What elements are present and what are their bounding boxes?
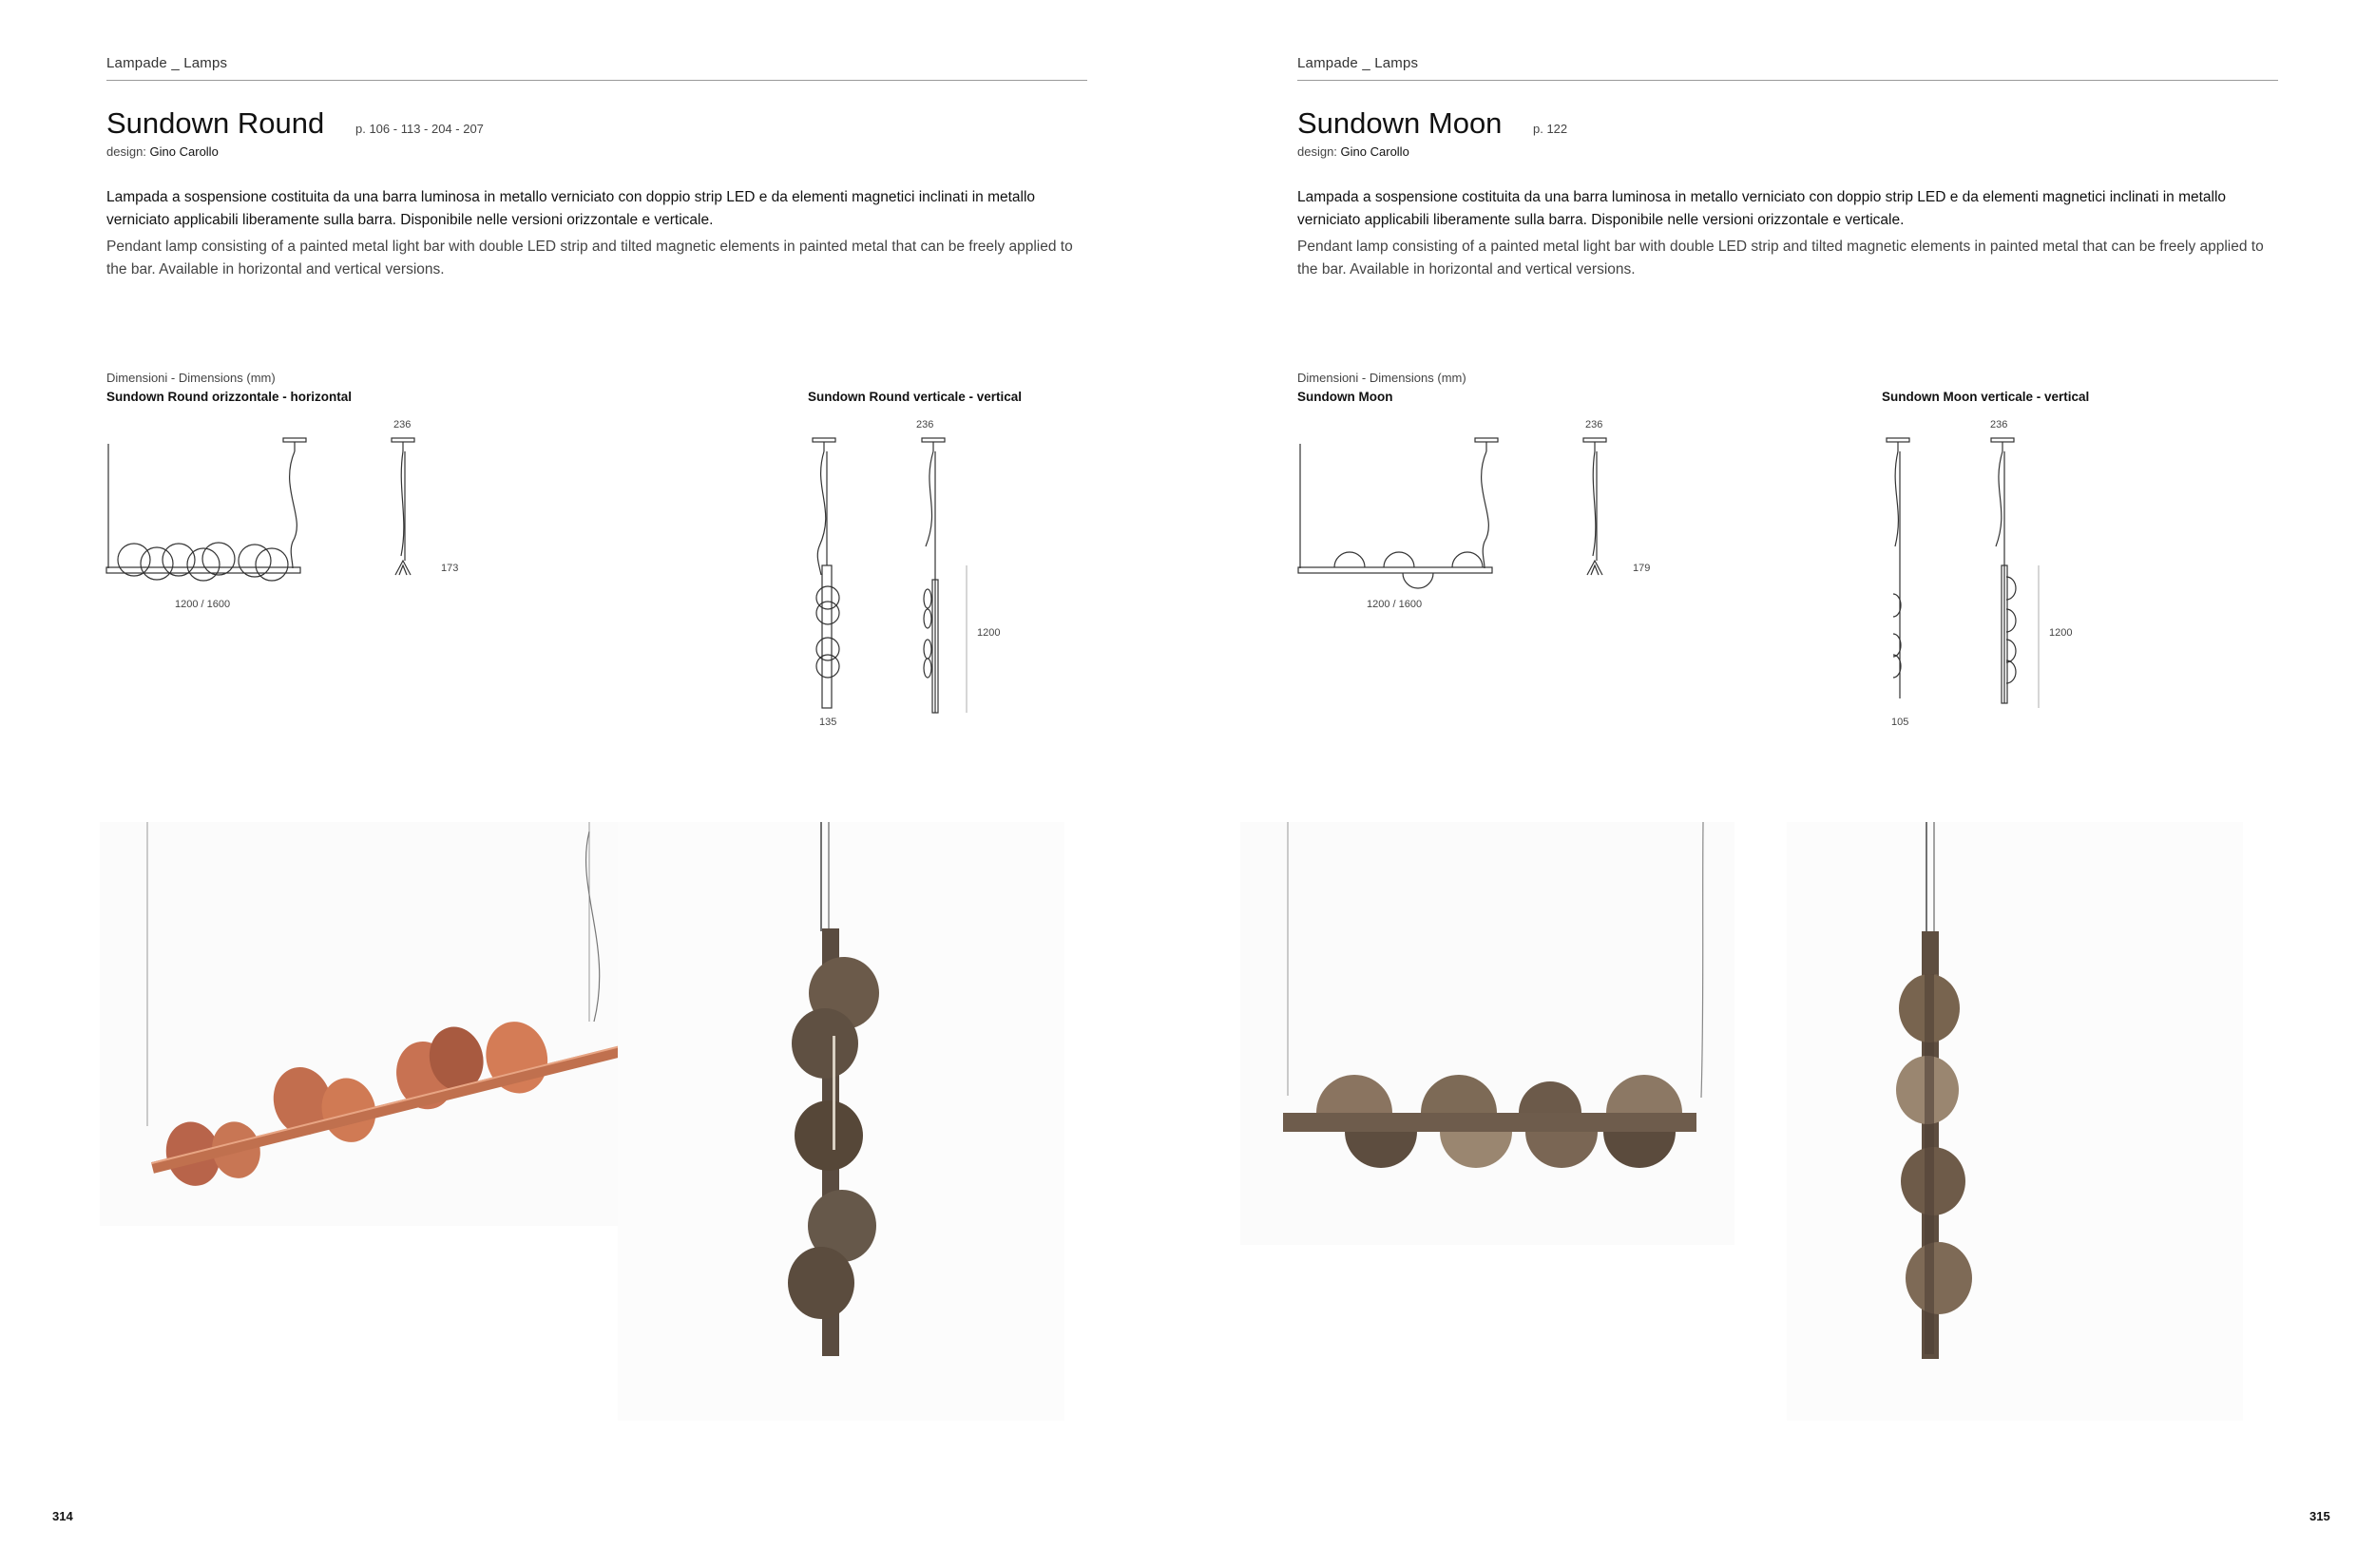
- designer-credit: [106, 144, 219, 159]
- sundown-round-vertical-photo: [618, 822, 1064, 1421]
- dimensions-title-vertical: Sundown Round verticale - vertical: [808, 390, 1023, 404]
- sundown-moon-vertical-photo: [1787, 822, 2243, 1421]
- page-number: 314: [52, 1509, 73, 1523]
- dimensions-title-vertical: Sundown Moon verticale - vertical: [1882, 390, 2090, 404]
- dim-vertical-top: 236: [1990, 419, 2008, 430]
- horizontal-lamp-side-drawing: [1578, 432, 1616, 580]
- section-label: Lampade _ Lamps: [1297, 55, 1419, 71]
- dimensions-label: Dimensioni - Dimensions (mm): [1297, 371, 1466, 385]
- dim-horizontal-width: 1200 / 1600: [175, 599, 231, 610]
- description-english: Pendant lamp consisting of a painted metal light bar with double LED strip and tilted magnetic elements in painted metal that can be freely applied to the bar. Available in horizontal and vertical versions.: [1297, 239, 2264, 277]
- horizontal-lamp-drawing: [1294, 432, 1513, 589]
- dim-horizontal-top: 236: [393, 419, 412, 430]
- sundown-round-horizontal-photo: [100, 822, 627, 1226]
- horizontal-lamp-drawing: [103, 432, 321, 589]
- description-italian: Lampada a sospensione costituita da una barra luminosa in metallo verniciato con doppio strip LED e da elementi magnetici inclinati in metallo verniciato applicabili liberamente sulla barra. Disponibile nelle versioni orizzontale e verticale.: [1297, 189, 2227, 228]
- dim-horizontal-width: 1200 / 1600: [1367, 599, 1423, 610]
- header-rule: [1297, 80, 2278, 81]
- dim-vertical-height: 1200: [2049, 627, 2073, 639]
- dim-horizontal-top: 236: [1585, 419, 1603, 430]
- product-title: Sundown Round: [106, 106, 325, 140]
- description-italian: Lampada a sospensione costituita da una barra luminosa in metallo verniciato con doppio strip LED e da elementi magnetici inclinati in metallo verniciato applicabili liberamente sulla barra. Disponibile nelle versioni orizzontale e verticale.: [106, 189, 1036, 228]
- designer-name: Gino Carollo: [1340, 144, 1409, 159]
- dim-vertical-width: 135: [819, 717, 837, 728]
- page-reference: p. 122: [1533, 122, 1568, 136]
- dimensions-title-horizontal: Sundown Round orizzontale - horizontal: [106, 390, 352, 404]
- right-page: [1188, 0, 2376, 1568]
- design-prefix: design:: [106, 144, 146, 159]
- dim-vertical-top: 236: [916, 419, 934, 430]
- description-english: Pendant lamp consisting of a painted metal light bar with double LED strip and tilted magnetic elements in painted metal that can be freely applied to the bar. Available in horizontal and vertical versions.: [106, 239, 1073, 277]
- page-number: 315: [2309, 1509, 2330, 1523]
- vertical-lamp-drawing: [808, 432, 1001, 722]
- sundown-moon-horizontal-photo: [1240, 822, 1734, 1245]
- page-reference: p. 106 - 113 - 204 - 207: [355, 122, 484, 136]
- designer-credit: [1297, 144, 1409, 159]
- design-prefix: design:: [1297, 144, 1337, 159]
- dimensions-label: Dimensioni - Dimensions (mm): [106, 371, 276, 385]
- product-title: Sundown Moon: [1297, 106, 1503, 140]
- dim-horizontal-height: 173: [441, 563, 459, 574]
- vertical-lamp-drawing: [1882, 432, 2072, 722]
- dim-horizontal-height: 179: [1633, 563, 1651, 574]
- dimensions-title-horizontal: Sundown Moon: [1297, 390, 1393, 404]
- dim-vertical-height: 1200: [977, 627, 1001, 639]
- section-label: Lampade _ Lamps: [106, 55, 228, 71]
- header-rule: [106, 80, 1087, 81]
- designer-name: Gino Carollo: [149, 144, 219, 159]
- dim-vertical-width: 105: [1891, 717, 1909, 728]
- horizontal-lamp-side-drawing: [386, 432, 424, 580]
